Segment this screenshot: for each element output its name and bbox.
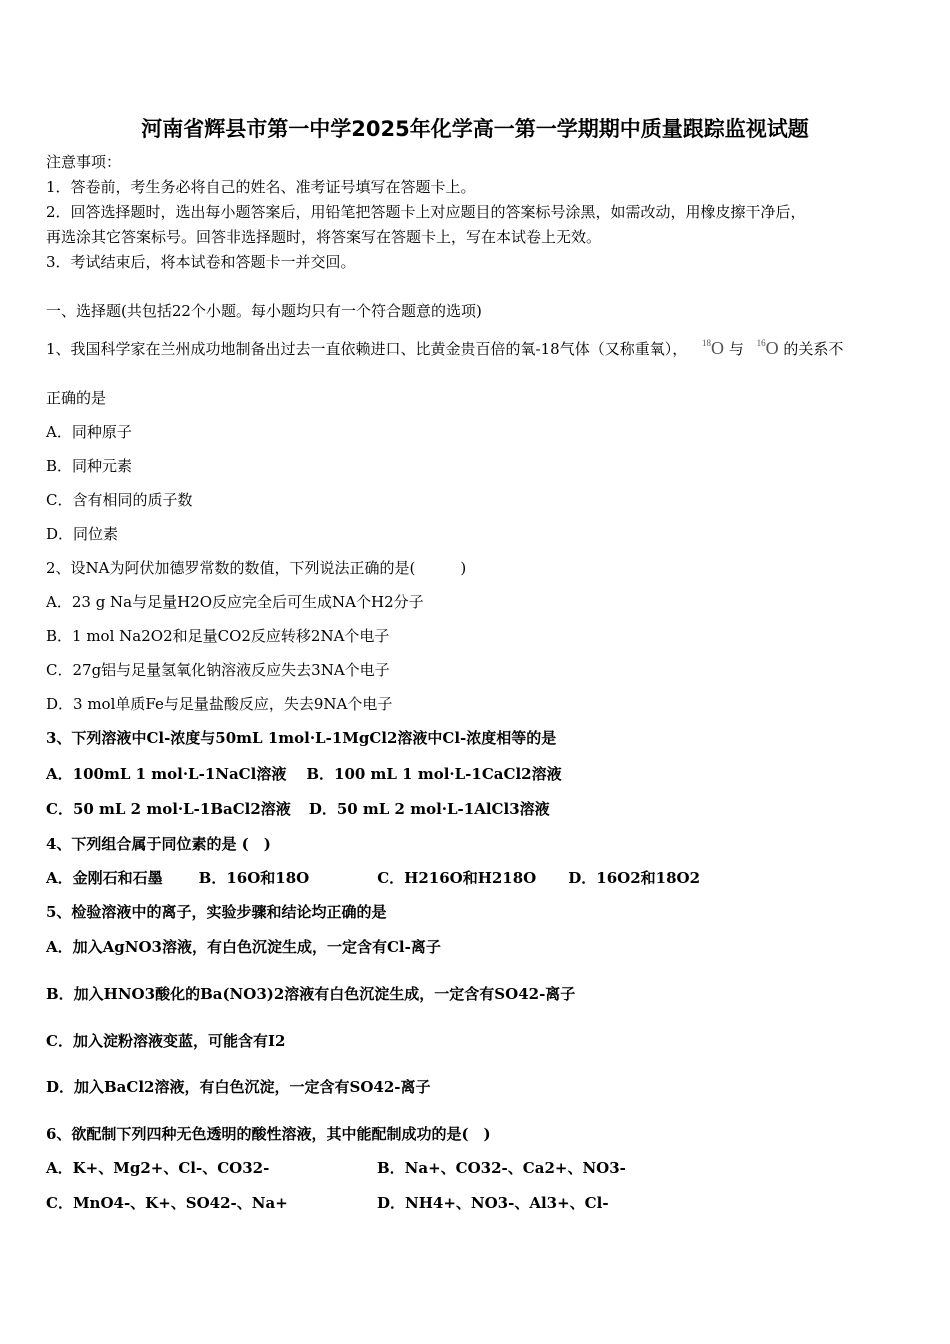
q4-option-c: C．H216O和H218O	[377, 869, 537, 887]
notice-item-3: 3．考试结束后，将本试卷和答题卡一并交回。	[46, 253, 356, 271]
question-1-stem-cont: 正确的是	[46, 389, 107, 407]
q3-option-d: D．50 mL 2 mol·L-1AlCl3溶液	[308, 800, 550, 818]
q3-option-a: A．100mL 1 mol·L-1NaCl溶液	[46, 765, 287, 783]
q2-option-b: B．1 mol Na2O2和足量CO2反应转移2NA个电子	[46, 627, 390, 645]
q4-options	[46, 868, 700, 888]
q1-option-c: C．含有相同的质子数	[46, 491, 193, 509]
q4-option-a: A．金刚石和石墨	[46, 869, 163, 887]
q2-option-c: C．27g铝与足量氢氧化钠溶液反应失去3NA个电子	[46, 661, 390, 679]
isotope-o18: $^{18}$O	[701, 338, 724, 358]
question-5-stem: 5、检验溶液中的离子，实验步骤和结论均正确的是	[46, 903, 387, 921]
notice-item-1: 1．答卷前，考生务必将自己的姓名、准考证号填写在答题卡上。	[46, 178, 476, 196]
q3-option-b: B．100 mL 1 mol·L-1CaCl2溶液	[306, 765, 562, 783]
question-2-stem: 2、设NA为阿伏加德罗常数的数值，下列说法正确的是( )	[46, 559, 467, 577]
q5-option-d: D．加入BaCl2溶液，有白色沉淀，一定含有SO42-离子	[46, 1078, 431, 1096]
q5-option-b: B．加入HNO3酸化的Ba(NO3)2溶液有白色沉淀生成，一定含有SO42-离子	[46, 985, 576, 1003]
q1-option-b: B．同种元素	[46, 457, 133, 475]
q4-option-d: D．16O2和18O2	[568, 869, 701, 887]
isotope-o16: $^{16}$O	[756, 338, 779, 358]
q4-option-b: B．16O和18O	[198, 869, 310, 887]
q3-option-c: C．50 mL 2 mol·L-1BaCl2溶液	[46, 800, 291, 818]
notice-heading: 注意事项：	[46, 153, 122, 171]
q1-option-a: A．同种原子	[46, 423, 132, 441]
q6-option-b: B．Na+、CO32-、Ca2+、NO3-	[377, 1159, 626, 1177]
notice-item-2a: 2．回答选择题时，选出每小题答案后，用铅笔把答题卡上对应题目的答案标号涂黑，如需改动，用橡皮擦干净后，	[46, 203, 806, 221]
q2-option-d: D．3 mol单质Fe与足量盐酸反应，失去9NA个电子	[46, 695, 393, 713]
question-6-stem: 6、欲配制下列四种无色透明的酸性溶液，其中能配制成功的是( )	[46, 1125, 491, 1143]
q2-option-a: A．23 g Na与足量H2O反应完全后可生成NA个H2分子	[46, 593, 424, 611]
q6-option-d: D．NH4+、NO3-、Al3+、Cl-	[377, 1194, 609, 1212]
q6-option-a: A．K+、Mg2+、Cl-、CO32-	[46, 1159, 270, 1177]
page-title: 河南省辉县市第一中学2025年化学高一第一学期期中质量跟踪监视试题	[141, 117, 809, 141]
q3-options-cd	[46, 799, 550, 819]
q5-option-c: C．加入淀粉溶液变蓝，可能含有I2	[46, 1032, 286, 1050]
section-heading: 一、选择题(共包括22个小题。每小题均只有一个符合题意的选项)	[46, 302, 482, 320]
q5-option-a: A．加入AgNO3溶液，有白色沉淀生成，一定含有Cl-离子	[46, 938, 441, 956]
q1-stem-text: 1、我国科学家在兰州成功地制备出过去一直依赖进口、比黄金贵百倍的氧-18气体（又称重氧），	[46, 340, 688, 358]
question-1-stem: 1、我国科学家在兰州成功地制备出过去一直依赖进口、比黄金贵百倍的氧-18气体（又称重氧）， $^{18}$O 与 $^{16}$O 的关系不	[46, 338, 844, 358]
question-4-stem: 4、下列组合属于同位素的是 ( )	[46, 835, 271, 853]
q6-option-c: C．MnO4-、K+、SO42-、Na+	[46, 1194, 288, 1212]
notice-item-2b: 再选涂其它答案标号。回答非选择题时，将答案写在答题卡上，写在本试卷上无效。	[46, 228, 602, 246]
q3-options-ab	[46, 764, 562, 784]
question-3-stem: 3、下列溶液中Cl-浓度与50mL 1mol·L-1MgCl2溶液中Cl-浓度相等的是	[46, 729, 557, 747]
q1-option-d: D．同位素	[46, 525, 119, 543]
